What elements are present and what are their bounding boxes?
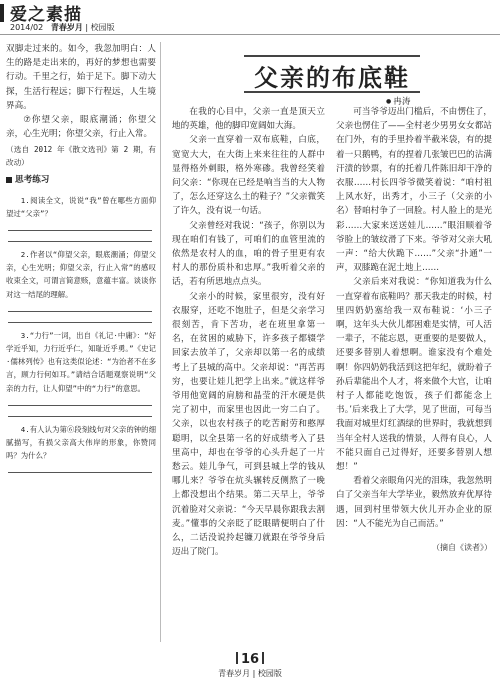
exercise-question: 4.有人认为第⑥段刻线句对父亲的钟的细腻描写，有损父亲高大伟岸的形象，你赞同吗？为什么？ [6,424,156,461]
exercise-question: 1.阅读全文，说说“我”曾在哪些方面仰望过“父亲”？ [6,195,156,218]
answer-line [8,311,152,312]
footer-magazine: 青春岁月 | 校园版 [218,669,282,678]
exercise-question: 3.“力行”一词，出自《礼记·中庸》：“好学近乎知，力行近乎仁，知耻近乎勇。”《史记·儒林列传》也有这类似论述：“为治者不在多言，顾力行何如耳。”请结合话题观察说明“父亲的力行，让人仰望”中的“力行”的意思。 [6,330,156,393]
answer-line [8,322,152,323]
edition-label: | 校园版 [85,23,115,32]
prev-article-paragraph: ⑦你望父亲，眼底潮涌；你望父亲，心生光明；你望父亲，行止入常。 [6,115,156,140]
article-paragraph: 可当爷爷迈出门槛后，不由愣住了，父亲也愣住了——全村老少男男女女都站在门外，有的手里拎着半截米袋，有的提着一只鹅鸭，有的捏着几张皱巴巴的沾满汗渍的钞票，有的托着几件陈旧却干净的衣服……村长四爷爷微笑着说：“咱村祖上风水好，出秀才，小三子（父亲的小名）替咱村争了一回脸。村人脸上的是光彩……大家来送送娃儿……”眼泪顺着爷爷脸上的皱纹滑了下来。爷爷对父亲大吼一声：“给大伙跪下……”父亲“扑通”一声，双膝跪在泥土地上…… [336,107,492,274]
article-column-middle [172,105,325,560]
prev-article-source: （选自 2012 年《散文选刊》第 2 期，有改动） [6,145,156,168]
article-paragraph: 看着父亲眼角闪光的泪珠，我忽然明白了父亲当年大学毕业，毅然放弃优厚待遇，回到村里带领大伙儿开办企业的原因：“人不能光为自己而活。” [336,476,492,529]
column-divider [160,42,161,642]
issue-date: 2014/02 [10,23,44,32]
exercise-question: 2.作者以“仰望父亲，眼底潮涌；仰望父亲，心生光明；仰望父亲，行止入常”的感叹收束全文，可谓言简意赅，意蕴丰富。谈谈你对这一结尾的理解。 [6,250,156,299]
left-column [6,42,156,473]
article-column-right [336,105,492,555]
answer-line [8,230,152,231]
article-source: （摘自《读者》） [432,543,492,553]
answer-line [8,416,152,417]
exercise-heading: 思考练习 [6,173,156,187]
article-title: 父亲的布底鞋 [254,64,410,92]
article-paragraph: 父亲一直穿着一双布底鞋，白底，宽宽大大，在大街上来来往往的人群中显得格外刺眼，格外寒碜。我曾经笑着问父亲：“你现在已经是响当当的大人物了，怎么还穿这么土的鞋子？”父亲微笑了许久，没有说一句话。 [172,135,325,217]
answer-line [8,241,152,242]
article-paragraph: 父亲后来对我说：“你知道我为什么一直穿着布底鞋吗？那天我走的时候，村里四奶奶塞给我一双布鞋说：‘小三子啊，这年头大伙儿都困难是实情，可人活一辈子，不能忘恩，更重要的是要做人，还要多替别人着想啊。谁家没有个难处啊！你四奶奶我活到这把年纪，就盼着子孙后辈能出个人才，将来做个大官，让咱村子人都能吃饱饭，孩子们都能念上书。’后来我上了大学，见了世面，可每当我面对城里灯红酒绿的世界时，我就想到当年全村人送我的情景，人得有良心，人不能只面自己过得好，还要多替别人想想！” [336,277,492,473]
page-number: 16 [0,652,500,667]
issue-line [10,22,115,33]
answer-line [8,472,152,473]
section-title: 爱之素描 [10,5,82,25]
page-header [0,0,500,36]
page-footer [0,652,500,679]
header-rule [0,34,500,35]
magazine-name: 青春岁月 [50,23,83,32]
header-accent-bar [0,4,4,22]
article-paragraph: 在我的心目中，父亲一直是顶天立地的英雄，他的脚印宽阔如大海。 [172,107,325,132]
answer-line [8,405,152,406]
article-paragraph: 父亲小的时候，家里很穷，没有好衣服穿，还吃不饱肚子，但是父亲学习很刻苦，肯下苦功，老在班里拿第一名，在贫困的威胁下，许多孩子都辍学回家去放羊了，父亲却以第一名的成绩考上了县城的高中。父亲却说：“再苦再穷，也要让娃儿把学上出来。”就这样爷爷用他宽阔的肩膀和晶莹的汗水硬是供完了初中，而家里也因此一穷二白了。父亲，以也农村孩子的吃苦耐劳和憨厚聪明，以全县第一名的好成绩考入了县里高中，却也在爷爷的心头升起了一片愁云。娃儿争气，可到县城上学的钱从哪儿来？爷爷在炕头辗转反侧熬了一晚上都没想出个结果。第二天早上，爷爷沉着脸对父亲说：“今天早晨你跟我去割麦。”懂事的父亲眨了眨眼睛便明白了什么，二话没说拎起镰刀就跟在爷爷身后迈出了院门。 [172,291,325,558]
prev-article-paragraph: 双脚走过来的。如今，我忽加明白：人生的路是走出来的，再好的梦想也需要行动。千里之行，始于足下。脚下动大探，生活行程远；脚下行程远，人生境界高。 [6,44,156,111]
article-title-box [244,55,420,93]
article-author: ● 冉涛 [386,95,410,107]
article-paragraph: 父亲曾经对我说：“孩子，你别以为现在咱们有钱了，可咱们的血管里流的依然是农村人的血，咱的骨子里更有农村人的那份质朴和忠厚。”我听着父亲的话，若有所思地点点头。 [172,220,325,288]
